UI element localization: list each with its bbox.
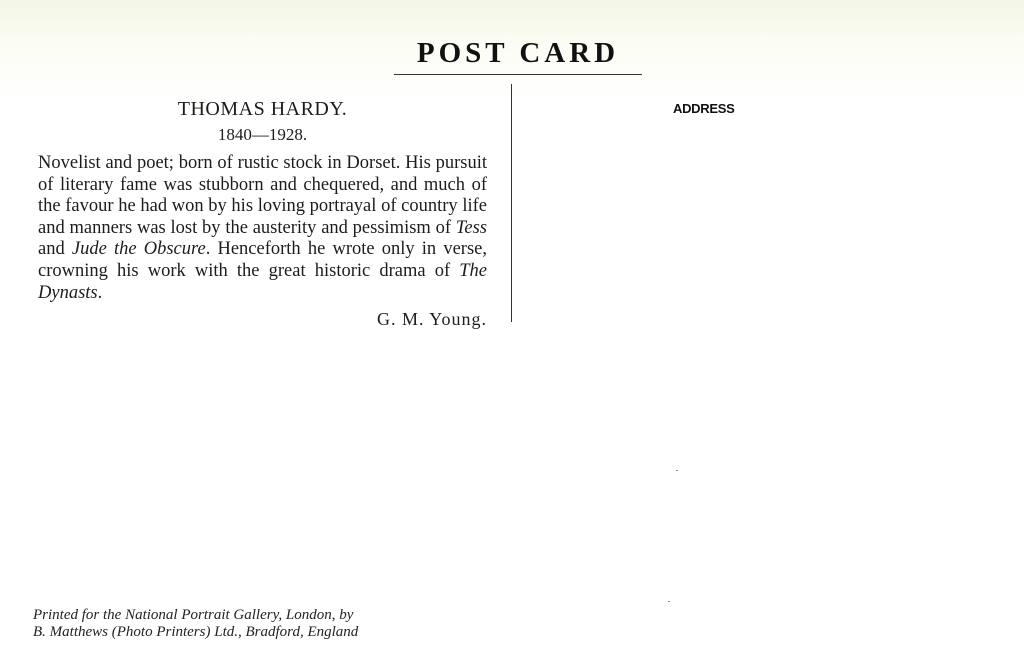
work-title-tess: Tess: [455, 217, 487, 238]
postcard-title: POST CARD: [416, 37, 620, 69]
center-divider-line: [511, 84, 512, 322]
work-title-jude: Jude the Obscure: [71, 239, 206, 260]
printer-imprint: [33, 607, 358, 641]
biography-block: [38, 96, 487, 331]
title-underline: [394, 74, 642, 75]
biography-text: [38, 153, 487, 304]
paper-speck: [668, 601, 670, 602]
address-label: ADDRESS: [673, 101, 735, 116]
subject-dates: 1840—1928.: [217, 125, 308, 144]
bio-text-part: . Henceforth he wrote only in verse, crowning his work with the great historic drama of: [38, 239, 487, 281]
bio-text-part: Novelist and poet; born of rustic stock in Dorset. His pursuit of literary fame was stubborn and chequered, and much of the favour he had won by his loving portrayal of country life and manners was lost by the austerity and pessimism of: [38, 153, 487, 238]
imprint-line-2: B. Matthews (Photo Printers) Ltd., Bradford, England: [33, 624, 359, 640]
postcard-header: [394, 36, 642, 75]
bio-text-part: and: [38, 239, 72, 260]
imprint-line-1: Printed for the National Portrait Gallery, London, by: [33, 607, 354, 623]
work-title-dynasts: The Dynasts: [38, 260, 487, 303]
author-signature: G. M. Young.: [376, 309, 487, 330]
subject-name: THOMAS HARDY.: [177, 98, 348, 120]
bio-text-part: .: [97, 282, 103, 303]
paper-speck: [676, 470, 678, 471]
